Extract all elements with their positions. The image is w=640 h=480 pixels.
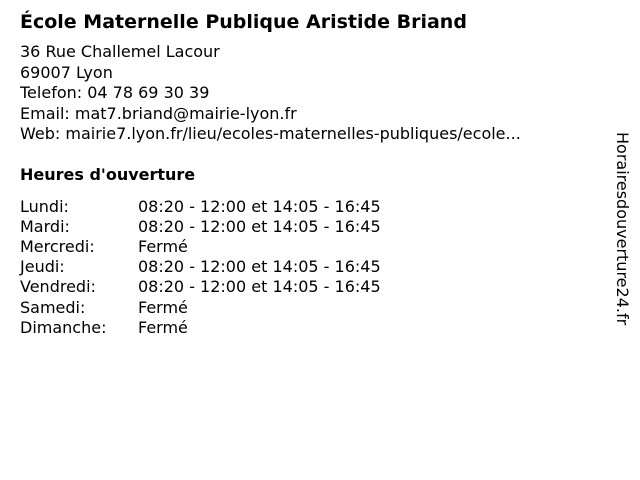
watermark-text: Horairesdouverture24.fr — [613, 132, 632, 326]
day-hours: 08:20 - 12:00 et 14:05 - 16:45 — [138, 257, 381, 277]
phone-label: Telefon: — [20, 83, 88, 102]
hours-row-mercredi — [20, 237, 600, 257]
city-postcode: 69007 Lyon — [20, 62, 113, 82]
business-card — [20, 10, 600, 338]
day-label: Samedi: — [20, 297, 86, 317]
hours-row-dimanche — [20, 318, 600, 338]
opening-hours-heading: Heures d'ouverture — [20, 164, 196, 184]
email-label: Email: — [20, 103, 75, 123]
opening-hours-table — [20, 197, 600, 338]
hours-row-lundi — [20, 197, 600, 217]
hours-row-samedi — [20, 298, 600, 318]
phone-row — [20, 83, 600, 104]
email-link[interactable]: mat7.briand@mairie-lyon.fr — [74, 103, 297, 123]
web-label: Web: — [20, 124, 66, 143]
business-name: École Maternelle Publique Aristide Briand — [20, 11, 467, 33]
day-hours: Fermé — [138, 297, 188, 317]
day-hours: 08:20 - 12:00 et 14:05 - 16:45 — [138, 196, 381, 216]
website-link[interactable]: mairie7.lyon.fr/lieu/ecoles-maternelles-publiques/ecole... — [65, 124, 521, 143]
day-hours: Fermé — [138, 236, 188, 256]
day-label: Vendredi: — [20, 277, 96, 297]
hours-row-mardi — [20, 217, 600, 237]
web-row — [20, 124, 600, 145]
day-label: Dimanche: — [20, 317, 107, 337]
email-row — [20, 104, 600, 125]
hours-row-jeudi — [20, 257, 600, 277]
day-label: Jeudi: — [20, 257, 65, 277]
day-label: Mercredi: — [20, 236, 95, 256]
site-watermark — [612, 132, 632, 372]
hours-row-vendredi — [20, 277, 600, 297]
day-hours: 08:20 - 12:00 et 14:05 - 16:45 — [138, 216, 381, 236]
street-address: 36 Rue Challemel Lacour — [20, 42, 220, 61]
day-label: Mardi: — [20, 216, 70, 236]
day-hours: 08:20 - 12:00 et 14:05 - 16:45 — [138, 277, 381, 297]
contact-info — [20, 42, 600, 145]
day-label: Lundi: — [20, 196, 69, 216]
day-hours: Fermé — [138, 317, 188, 337]
phone-number[interactable]: 04 78 69 30 39 — [87, 83, 210, 102]
